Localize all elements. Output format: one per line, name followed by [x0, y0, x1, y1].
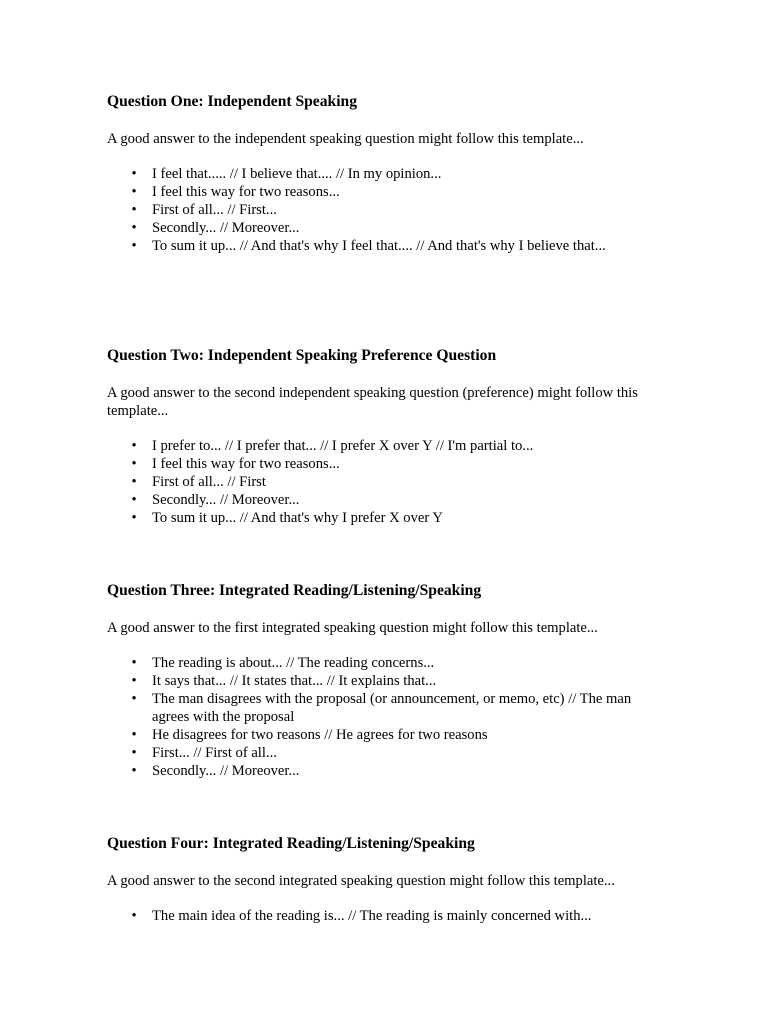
- bullet-icon: •: [131, 655, 137, 671]
- bullet-icon: •: [131, 908, 137, 924]
- list-item: [107, 654, 667, 672]
- bullet-icon: •: [131, 727, 137, 743]
- list-item-text: Secondly... // Moreover...: [152, 763, 300, 779]
- section-heading: Question Two: Independent Speaking Preference Question: [107, 347, 497, 364]
- bullet-icon: •: [131, 166, 137, 182]
- list-item-text: The man disagrees with the proposal (or announcement, or memo, etc) // The man agrees with the proposal: [152, 691, 632, 725]
- list-item: [107, 437, 667, 455]
- bullet-icon: •: [131, 492, 137, 508]
- list-item-text: The main idea of the reading is... // The reading is mainly concerned with...: [152, 908, 592, 924]
- section-question-four: [107, 834, 667, 925]
- list-item-text: Secondly... // Moreover...: [152, 492, 300, 508]
- section-question-two: [107, 346, 667, 527]
- list-item: [107, 165, 667, 183]
- list-item-text: First of all... // First: [152, 474, 266, 490]
- bullet-icon: •: [131, 673, 137, 689]
- bullet-icon: •: [131, 238, 137, 254]
- list-item-text: To sum it up... // And that's why I prefer X over Y: [152, 510, 443, 526]
- bullet-icon: •: [131, 474, 137, 490]
- section-heading: Question Four: Integrated Reading/Listening/Speaking: [107, 835, 475, 852]
- list-item-text: I feel this way for two reasons...: [152, 456, 340, 472]
- list-item: [107, 183, 667, 201]
- list-item: [107, 491, 667, 509]
- bullet-icon: •: [131, 202, 137, 218]
- list-item: [107, 201, 667, 219]
- section-question-three: [107, 581, 667, 780]
- bullet-icon: •: [131, 220, 137, 236]
- bullet-icon: •: [131, 510, 137, 526]
- bullet-list: [107, 165, 667, 255]
- section-heading: Question One: Independent Speaking: [107, 93, 357, 110]
- list-item: [107, 907, 667, 925]
- list-item-text: He disagrees for two reasons // He agrees for two reasons: [152, 727, 488, 743]
- bullet-icon: •: [131, 745, 137, 761]
- section-intro: A good answer to the second independent speaking question (preference) might follow this template...: [107, 385, 638, 419]
- bullet-icon: •: [131, 184, 137, 200]
- list-item: [107, 237, 667, 255]
- list-item: [107, 219, 667, 237]
- section-heading: Question Three: Integrated Reading/Listening/Speaking: [107, 582, 482, 599]
- list-item-text: I feel that..... // I believe that.... // In my opinion...: [152, 166, 442, 182]
- bullet-list: [107, 437, 667, 527]
- section-intro: A good answer to the independent speaking question might follow this template...: [107, 131, 584, 147]
- bullet-icon: •: [131, 763, 137, 779]
- bullet-list: [107, 907, 667, 925]
- list-item-text: To sum it up... // And that's why I feel that.... // And that's why I believe that...: [152, 238, 606, 254]
- list-item: [107, 744, 667, 762]
- list-item: [107, 762, 667, 780]
- list-item-text: First... // First of all...: [152, 745, 277, 761]
- bullet-icon: •: [131, 691, 137, 707]
- list-item: [107, 473, 667, 491]
- bullet-icon: •: [131, 438, 137, 454]
- list-item: [107, 455, 667, 473]
- list-item-text: It says that... // It states that... // It explains that...: [152, 673, 437, 689]
- bullet-icon: •: [131, 456, 137, 472]
- list-item: [107, 509, 667, 527]
- section-intro: A good answer to the first integrated speaking question might follow this template...: [107, 620, 598, 636]
- list-item-text: I feel this way for two reasons...: [152, 184, 340, 200]
- list-item-text: First of all... // First...: [152, 202, 277, 218]
- list-item-text: I prefer to... // I prefer that... // I prefer X over Y // I'm partial to...: [152, 438, 534, 454]
- list-item: [107, 672, 667, 690]
- list-item: [107, 726, 667, 744]
- list-item: [107, 690, 667, 726]
- list-item-text: Secondly... // Moreover...: [152, 220, 300, 236]
- bullet-list: [107, 654, 667, 780]
- section-intro: A good answer to the second integrated speaking question might follow this template...: [107, 873, 615, 889]
- list-item-text: The reading is about... // The reading concerns...: [152, 655, 435, 671]
- section-question-one: [107, 92, 667, 255]
